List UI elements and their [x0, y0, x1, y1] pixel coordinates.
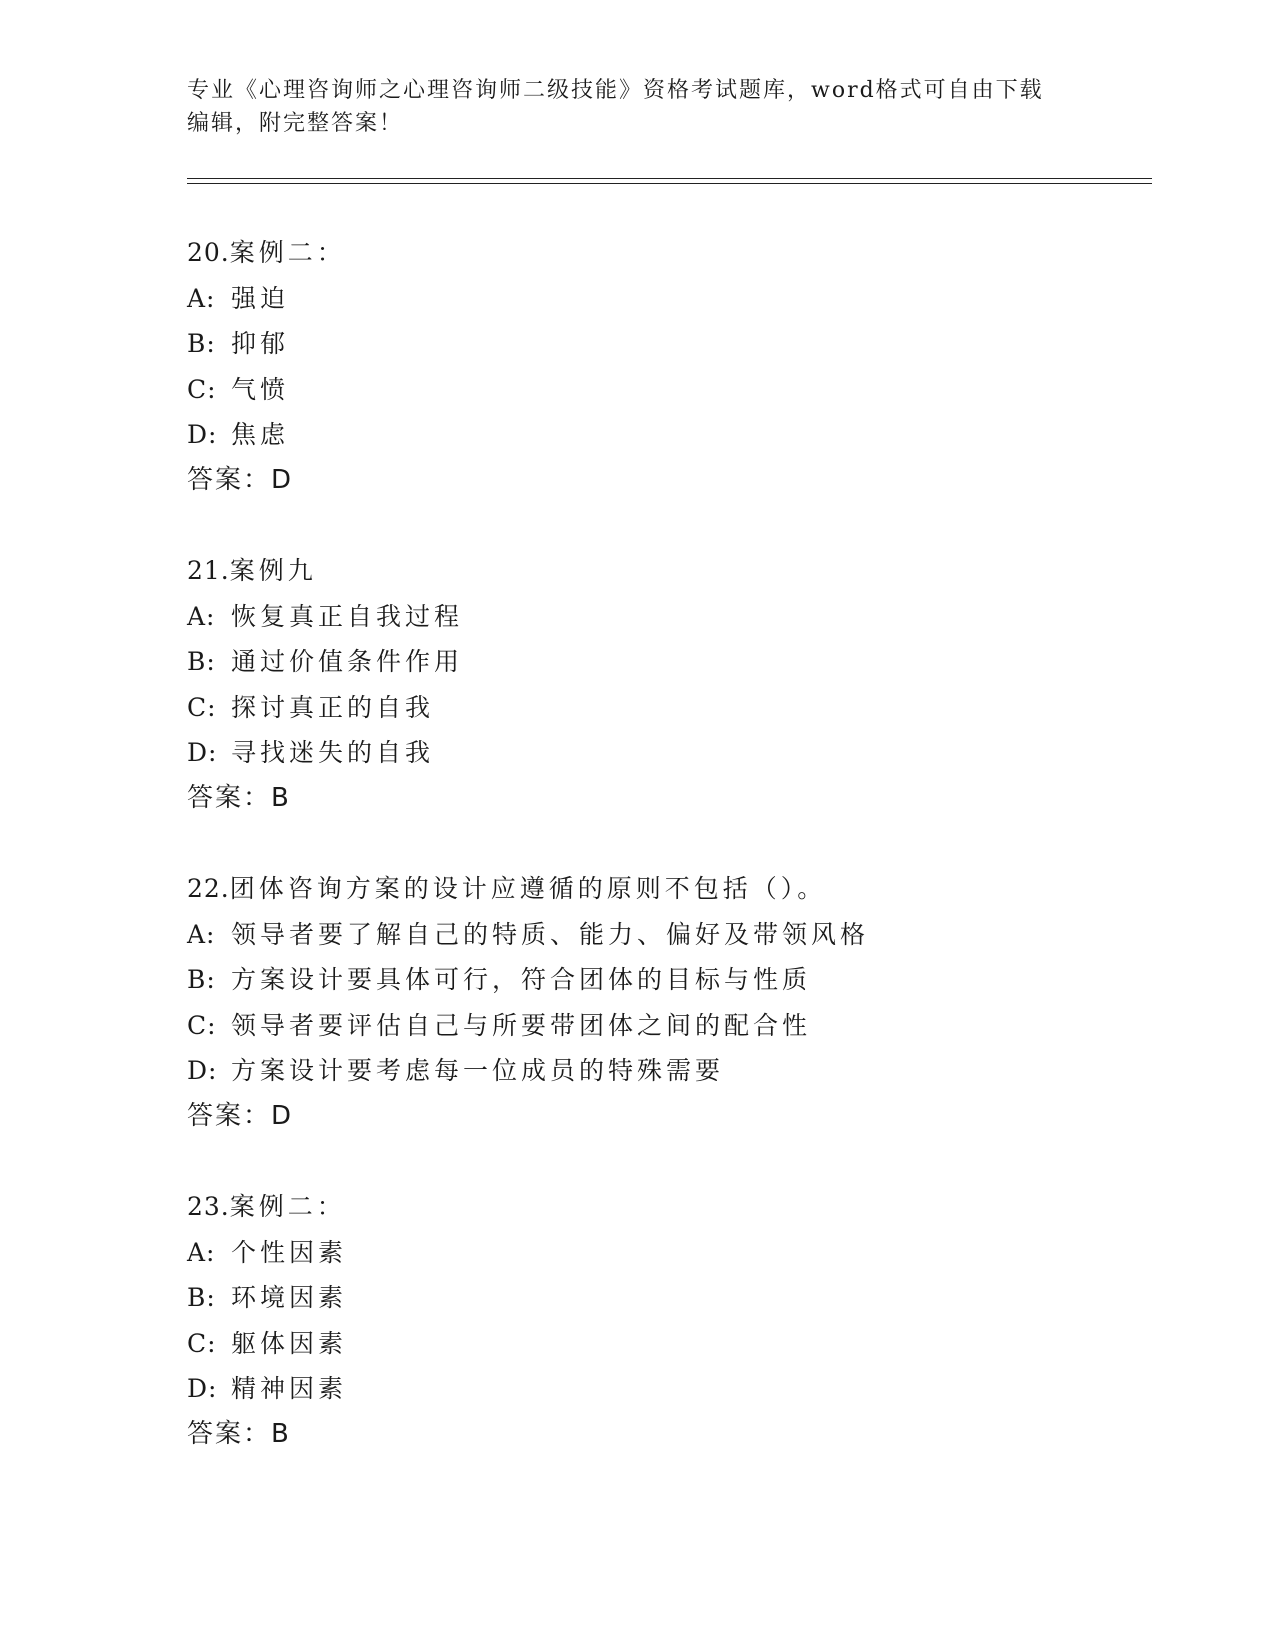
question-number: 22.: [187, 874, 230, 903]
question-stem: [187, 866, 1187, 912]
option-text: 抑郁: [231, 329, 290, 358]
answer-line: 答案：B: [187, 1418, 291, 1449]
option-c: [187, 1321, 1187, 1367]
option-d: [187, 730, 1187, 776]
option-b: [187, 321, 1187, 367]
option-letter: C:: [187, 692, 217, 722]
header-line-1: 专业《心理咨询师之心理咨询师二级技能》资格考试题库，word格式可自由下载: [187, 78, 1044, 103]
question-stem: [187, 1184, 1187, 1230]
option-c: [187, 1003, 1187, 1049]
option-c: [187, 367, 1187, 413]
option-text: 领导者要了解自己的特质、能力、偏好及带领风格: [231, 919, 870, 949]
question-number: 21.: [187, 556, 230, 585]
option-text: 躯体因素: [231, 1328, 348, 1358]
option-text: 恢复真正自我过程: [231, 601, 464, 631]
option-a: [187, 1230, 1187, 1276]
option-a: [187, 912, 1187, 958]
option-letter: D:: [187, 1056, 218, 1085]
option-text: 方案设计要具体可行，符合团体的目标与性质: [231, 965, 812, 994]
option-letter: D:: [187, 738, 218, 767]
option-letter: C:: [187, 1328, 217, 1358]
option-b: [187, 957, 1187, 1003]
question-text: 案例二：: [229, 1192, 346, 1221]
question-block: [187, 230, 1187, 503]
option-d: [187, 412, 1187, 458]
question-block: [187, 548, 1187, 821]
option-d: [187, 1366, 1187, 1412]
option-text: 强迫: [231, 283, 290, 313]
question-stem: [187, 548, 1187, 594]
question-block: [187, 1184, 1187, 1457]
document-header: [187, 74, 1067, 140]
option-letter: B:: [187, 1283, 216, 1312]
option-a: [187, 594, 1187, 640]
option-text: 领导者要评估自己与所要带团体之间的配合性: [231, 1010, 812, 1040]
option-text: 通过价值条件作用: [231, 647, 464, 676]
option-letter: A:: [187, 601, 216, 631]
question-number: 20.: [187, 238, 230, 267]
option-text: 方案设计要考虑每一位成员的特殊需要: [231, 1056, 725, 1085]
option-letter: A:: [187, 283, 216, 313]
question-stem: [187, 230, 1187, 276]
option-text: 环境因素: [231, 1283, 348, 1312]
option-letter: A:: [187, 1237, 216, 1267]
option-letter: D:: [187, 420, 218, 449]
option-a: [187, 276, 1187, 322]
option-text: 个性因素: [231, 1237, 348, 1267]
option-text: 精神因素: [231, 1374, 348, 1403]
header-divider-top: [187, 178, 1152, 179]
option-b: [187, 1275, 1187, 1321]
header-line-2: 编辑，附完整答案！: [187, 111, 404, 136]
answer-line: 答案：B: [187, 782, 291, 813]
option-letter: C:: [187, 374, 217, 404]
question-text: 案例二：: [229, 238, 346, 267]
option-text: 寻找迷失的自我: [231, 738, 435, 767]
option-letter: D:: [187, 1374, 218, 1403]
question-block: [187, 866, 1187, 1139]
option-letter: A:: [187, 919, 216, 949]
answer-line: 答案：D: [187, 1100, 294, 1131]
option-c: [187, 685, 1187, 731]
option-text: 气愤: [231, 374, 290, 404]
option-d: [187, 1048, 1187, 1094]
header-divider-bottom: [187, 183, 1152, 184]
answer-line: 答案：D: [187, 464, 294, 495]
question-text: 案例九: [229, 556, 317, 585]
question-number: 23.: [187, 1192, 230, 1221]
option-b: [187, 639, 1187, 685]
question-text: 团体咨询方案的设计应遵循的原则不包括（）。: [229, 874, 827, 903]
option-text: 探讨真正的自我: [231, 692, 435, 722]
option-text: 焦虑: [231, 420, 290, 449]
option-letter: B:: [187, 965, 216, 994]
option-letter: B:: [187, 647, 216, 676]
option-letter: B:: [187, 329, 216, 358]
option-letter: C:: [187, 1010, 217, 1040]
